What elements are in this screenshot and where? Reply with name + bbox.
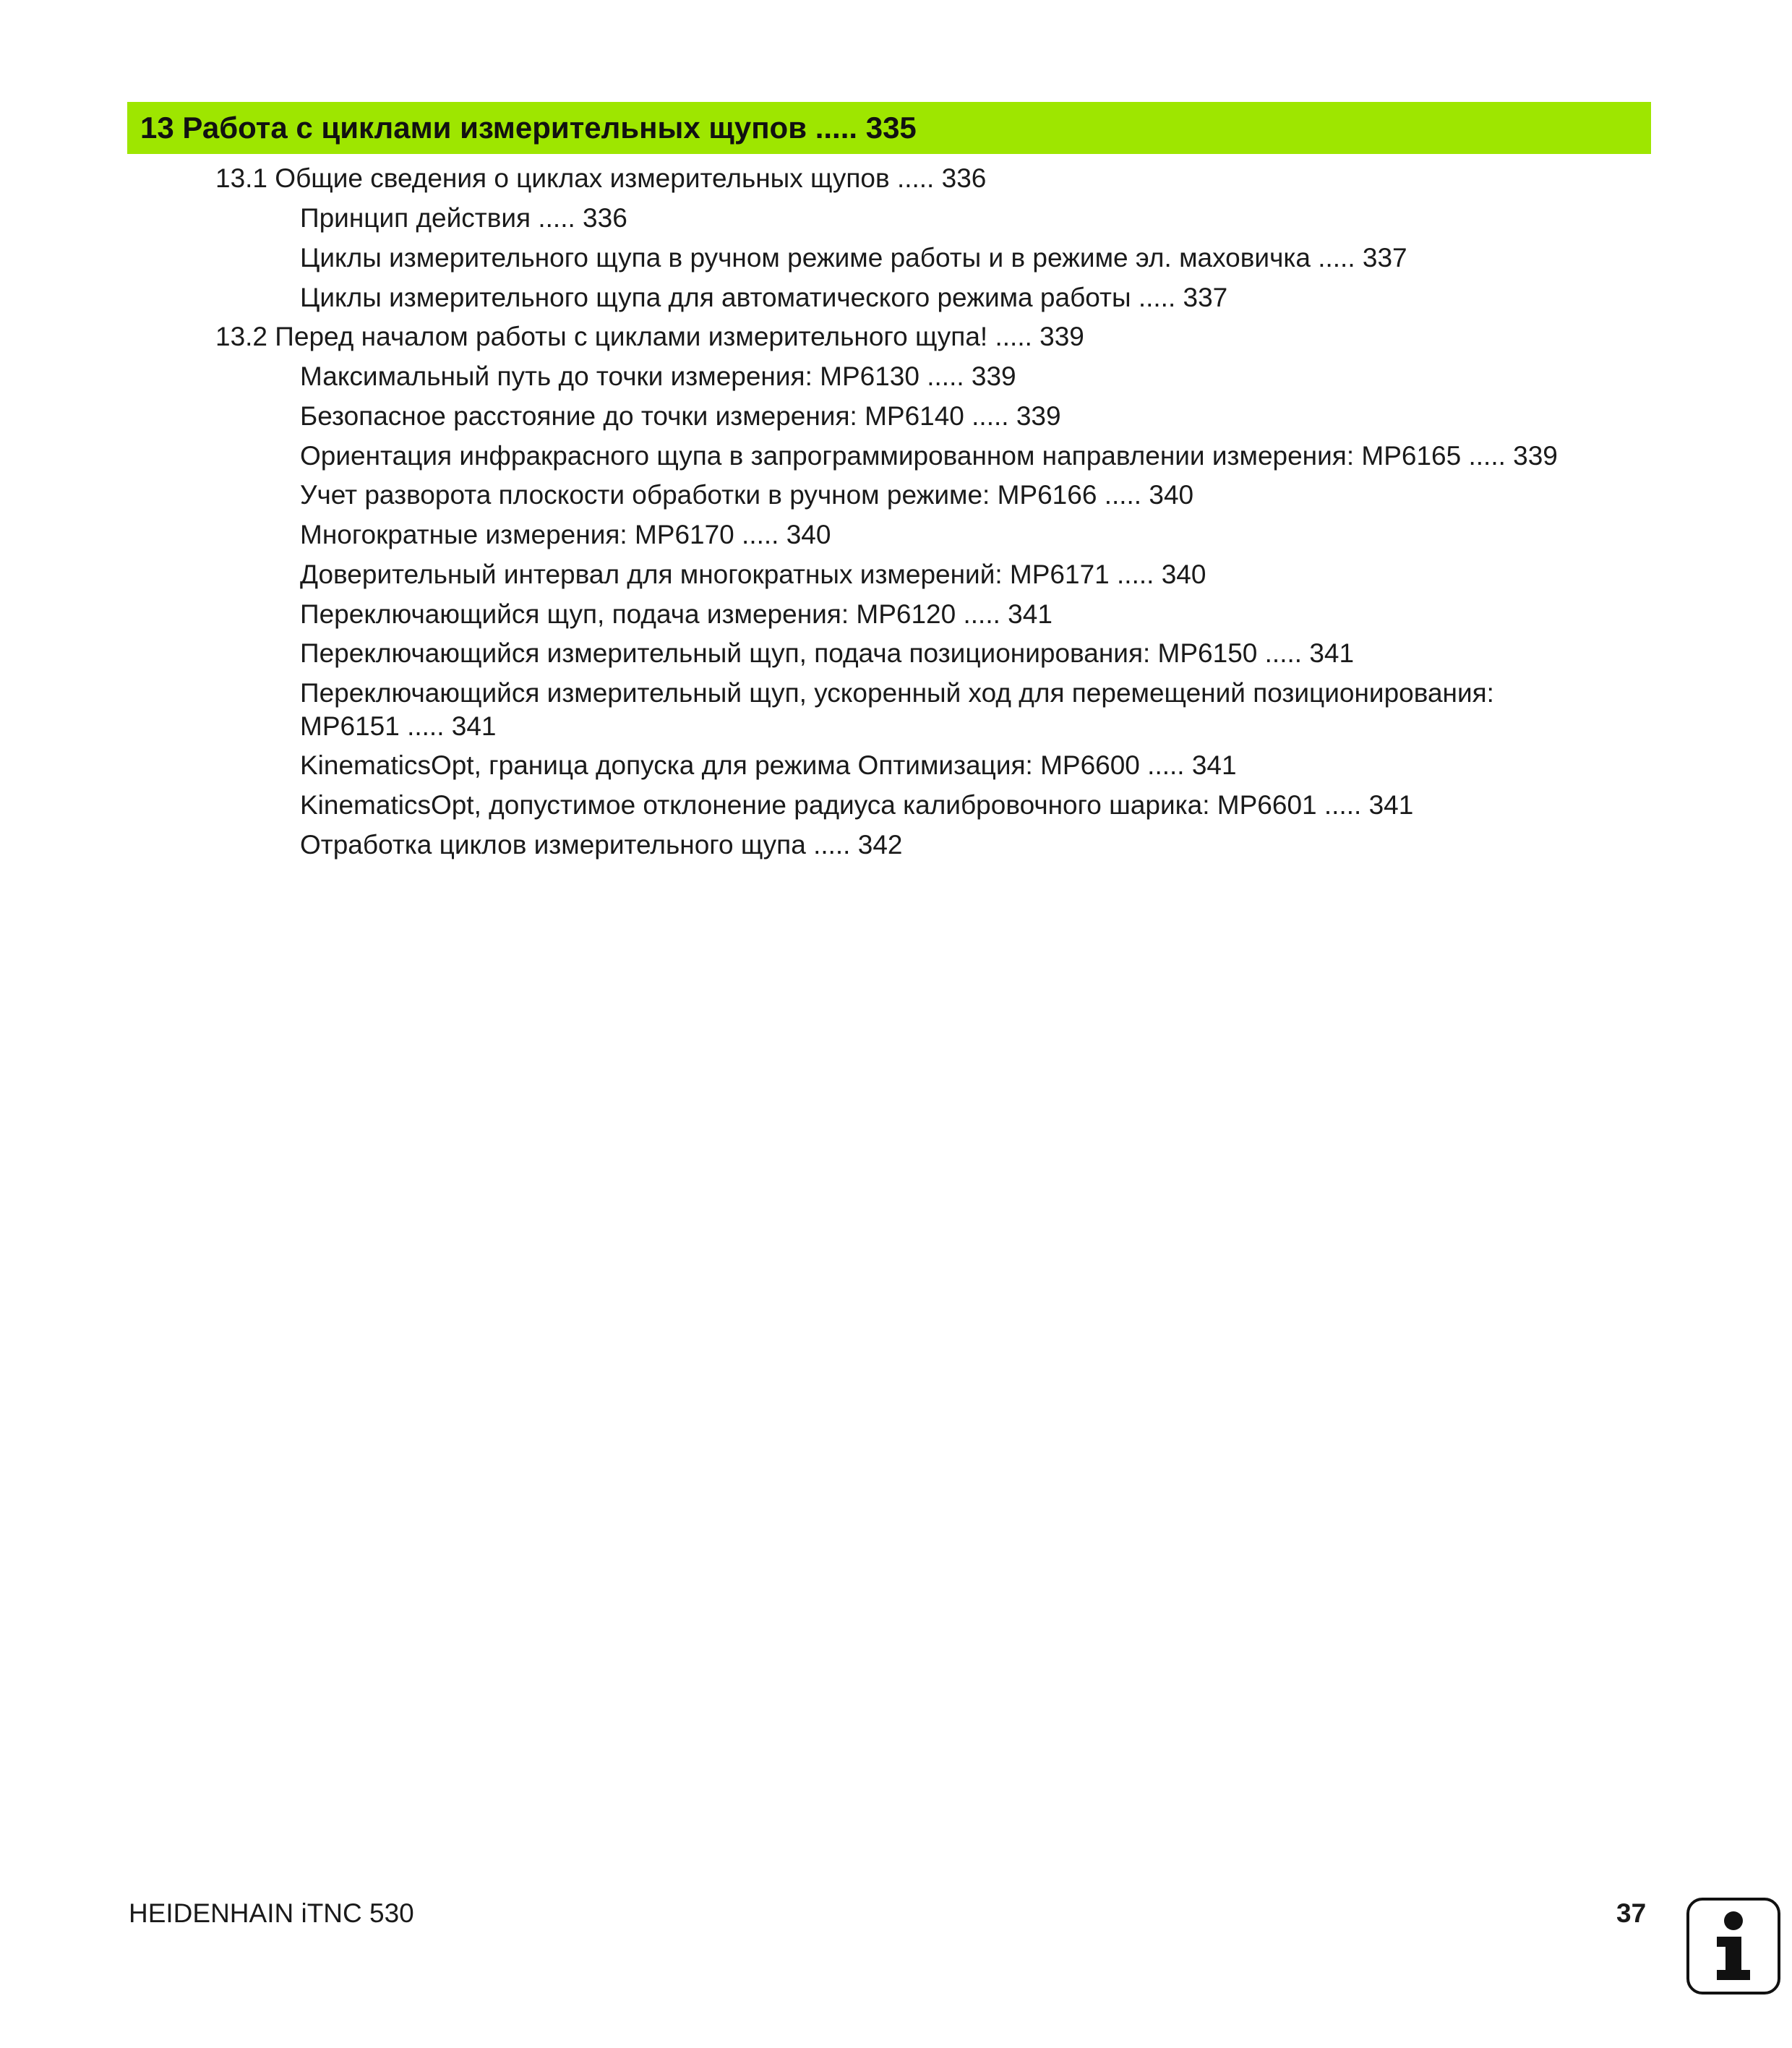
toc-entry[interactable]: Учет разворота плоскости обработки в ручном режиме: MP6166 ..... 340 — [300, 480, 1194, 510]
toc-entry[interactable]: Многократные измерения: MP6170 ..... 340 — [300, 520, 831, 549]
toc-entry[interactable]: KinematicsOpt, граница допуска для режима Оптимизация: MP6600 ..... 341 — [300, 750, 1237, 780]
toc-entry[interactable]: Принцип действия ..... 336 — [300, 203, 627, 233]
toc-entry[interactable]: Циклы измерительного щупа в ручном режиме работы и в режиме эл. маховичка ..... 337 — [300, 243, 1407, 273]
toc-entry[interactable]: Переключающийся измерительный щуп, подача позиционирования: MP6150 ..... 341 — [300, 638, 1355, 668]
toc-entry-continuation[interactable]: MP6151 ..... 341 — [300, 711, 497, 741]
page-number: 37 — [1616, 1898, 1647, 1928]
info-glyph — [1689, 1901, 1778, 1992]
toc-entry[interactable]: Переключающийся измерительный щуп, ускоренный ход для перемещений позиционирования: — [300, 678, 1494, 708]
toc-entry[interactable]: KinematicsOpt, допустимое отклонение радиуса калибровочного шарика: MP6601 ..... 341 — [300, 790, 1414, 820]
toc-entry[interactable]: Циклы измерительного щупа для автоматического режима работы ..... 337 — [300, 283, 1228, 312]
toc-entry[interactable]: Безопасное расстояние до точки измерения: MP6140 ..... 339 — [300, 401, 1061, 431]
toc-entry[interactable]: Переключающийся щуп, подача измерения: MP6120 ..... 341 — [300, 599, 1053, 629]
toc-entry[interactable]: Доверительный интервал для многократных измерений: MP6171 ..... 340 — [300, 560, 1206, 589]
toc-entry[interactable]: Ориентация инфракрасного щупа в запрограммированном направлении измерения: MP6165 ..... 339 — [300, 441, 1558, 471]
toc-entry[interactable]: Максимальный путь до точки измерения: MP6130 ..... 339 — [300, 361, 1016, 391]
toc-entry[interactable]: Отработка циклов измерительного щупа ..... 342 — [300, 830, 903, 860]
footer-product-name: HEIDENHAIN iTNC 530 — [129, 1898, 414, 1928]
chapter-title[interactable]: 13 Работа с циклами измерительных щупов ..... 335 — [140, 111, 917, 145]
info-icon — [1686, 1898, 1780, 1995]
chapter-heading-bar — [127, 102, 1651, 154]
toc-section-13-1[interactable]: 13.1 Общие сведения о циклах измерительных щупов ..... 336 — [215, 163, 987, 193]
toc-section-13-2[interactable]: 13.2 Перед началом работы с циклами измерительного щупа! ..... 339 — [215, 322, 1084, 351]
